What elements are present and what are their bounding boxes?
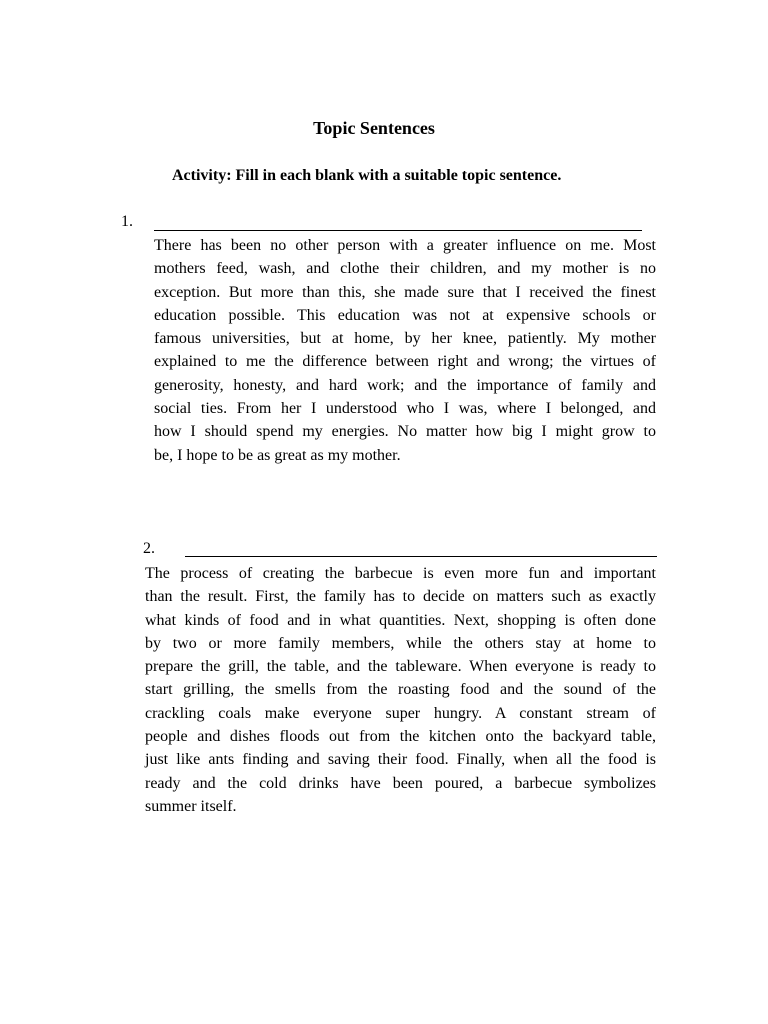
paragraph-line: mothers feed, wash, and clothe their children, and my mother is no bbox=[154, 260, 656, 278]
paragraph-line: by two or more family members, while the others stay at home to bbox=[145, 634, 656, 652]
paragraph-line: prepare the grill, the table, and the tableware. When everyone is ready to bbox=[145, 658, 656, 676]
paragraph-line: summer itself. bbox=[145, 797, 237, 815]
paragraph-line: generosity, honesty, and hard work; and the importance of family and bbox=[154, 376, 656, 394]
paragraph-line: social ties. From her I understood who I was, where I belonged, and bbox=[154, 400, 656, 418]
paragraph-line: what kinds of food and in what quantities. Next, shopping is often done bbox=[145, 611, 656, 629]
paragraph-line: ready and the cold drinks have been poured, a barbecue symbolizes bbox=[145, 774, 656, 792]
paragraph-line: just like ants finding and saving their food. Finally, when all the food is bbox=[145, 751, 656, 769]
paragraph-line: crackling coals make everyone super hungry. A constant stream of bbox=[145, 704, 656, 722]
item-1-blank-line bbox=[154, 230, 642, 231]
paragraph-line: how I should spend my energies. No matter how big I might grow to bbox=[154, 423, 656, 441]
paragraph-line: education possible. This education was not at expensive schools or bbox=[154, 306, 656, 324]
paragraph-line: famous universities, but at home, by her knee, patiently. My mother bbox=[154, 330, 656, 348]
item-1-paragraph bbox=[154, 234, 656, 467]
paragraph-line: exception. But more than this, she made sure that I received the finest bbox=[154, 283, 656, 301]
item-2-blank-line bbox=[185, 556, 657, 557]
paragraph-line: There has been no other person with a greater influence on me. Most bbox=[154, 237, 656, 254]
item-2-number: 2. bbox=[143, 540, 155, 557]
paragraph-line: start grilling, the smells from the roasting food and the sound of the bbox=[145, 681, 656, 699]
item-2-paragraph bbox=[145, 562, 656, 818]
paragraph-line: explained to me the difference between right and wrong; the virtues of bbox=[154, 353, 656, 371]
page-title: Topic Sentences bbox=[313, 118, 435, 138]
paragraph-line: people and dishes floods out from the kitchen onto the backyard table, bbox=[145, 728, 656, 746]
paragraph-line: The process of creating the barbecue is even more fun and important bbox=[145, 565, 656, 582]
paragraph-line: be, I hope to be as great as my mother. bbox=[154, 446, 401, 464]
item-1-number: 1. bbox=[121, 213, 133, 230]
activity-instruction: Activity: Fill in each blank with a suitable topic sentence. bbox=[172, 167, 562, 184]
paragraph-line: than the result. First, the family has to decide on matters such as exactly bbox=[145, 588, 656, 606]
